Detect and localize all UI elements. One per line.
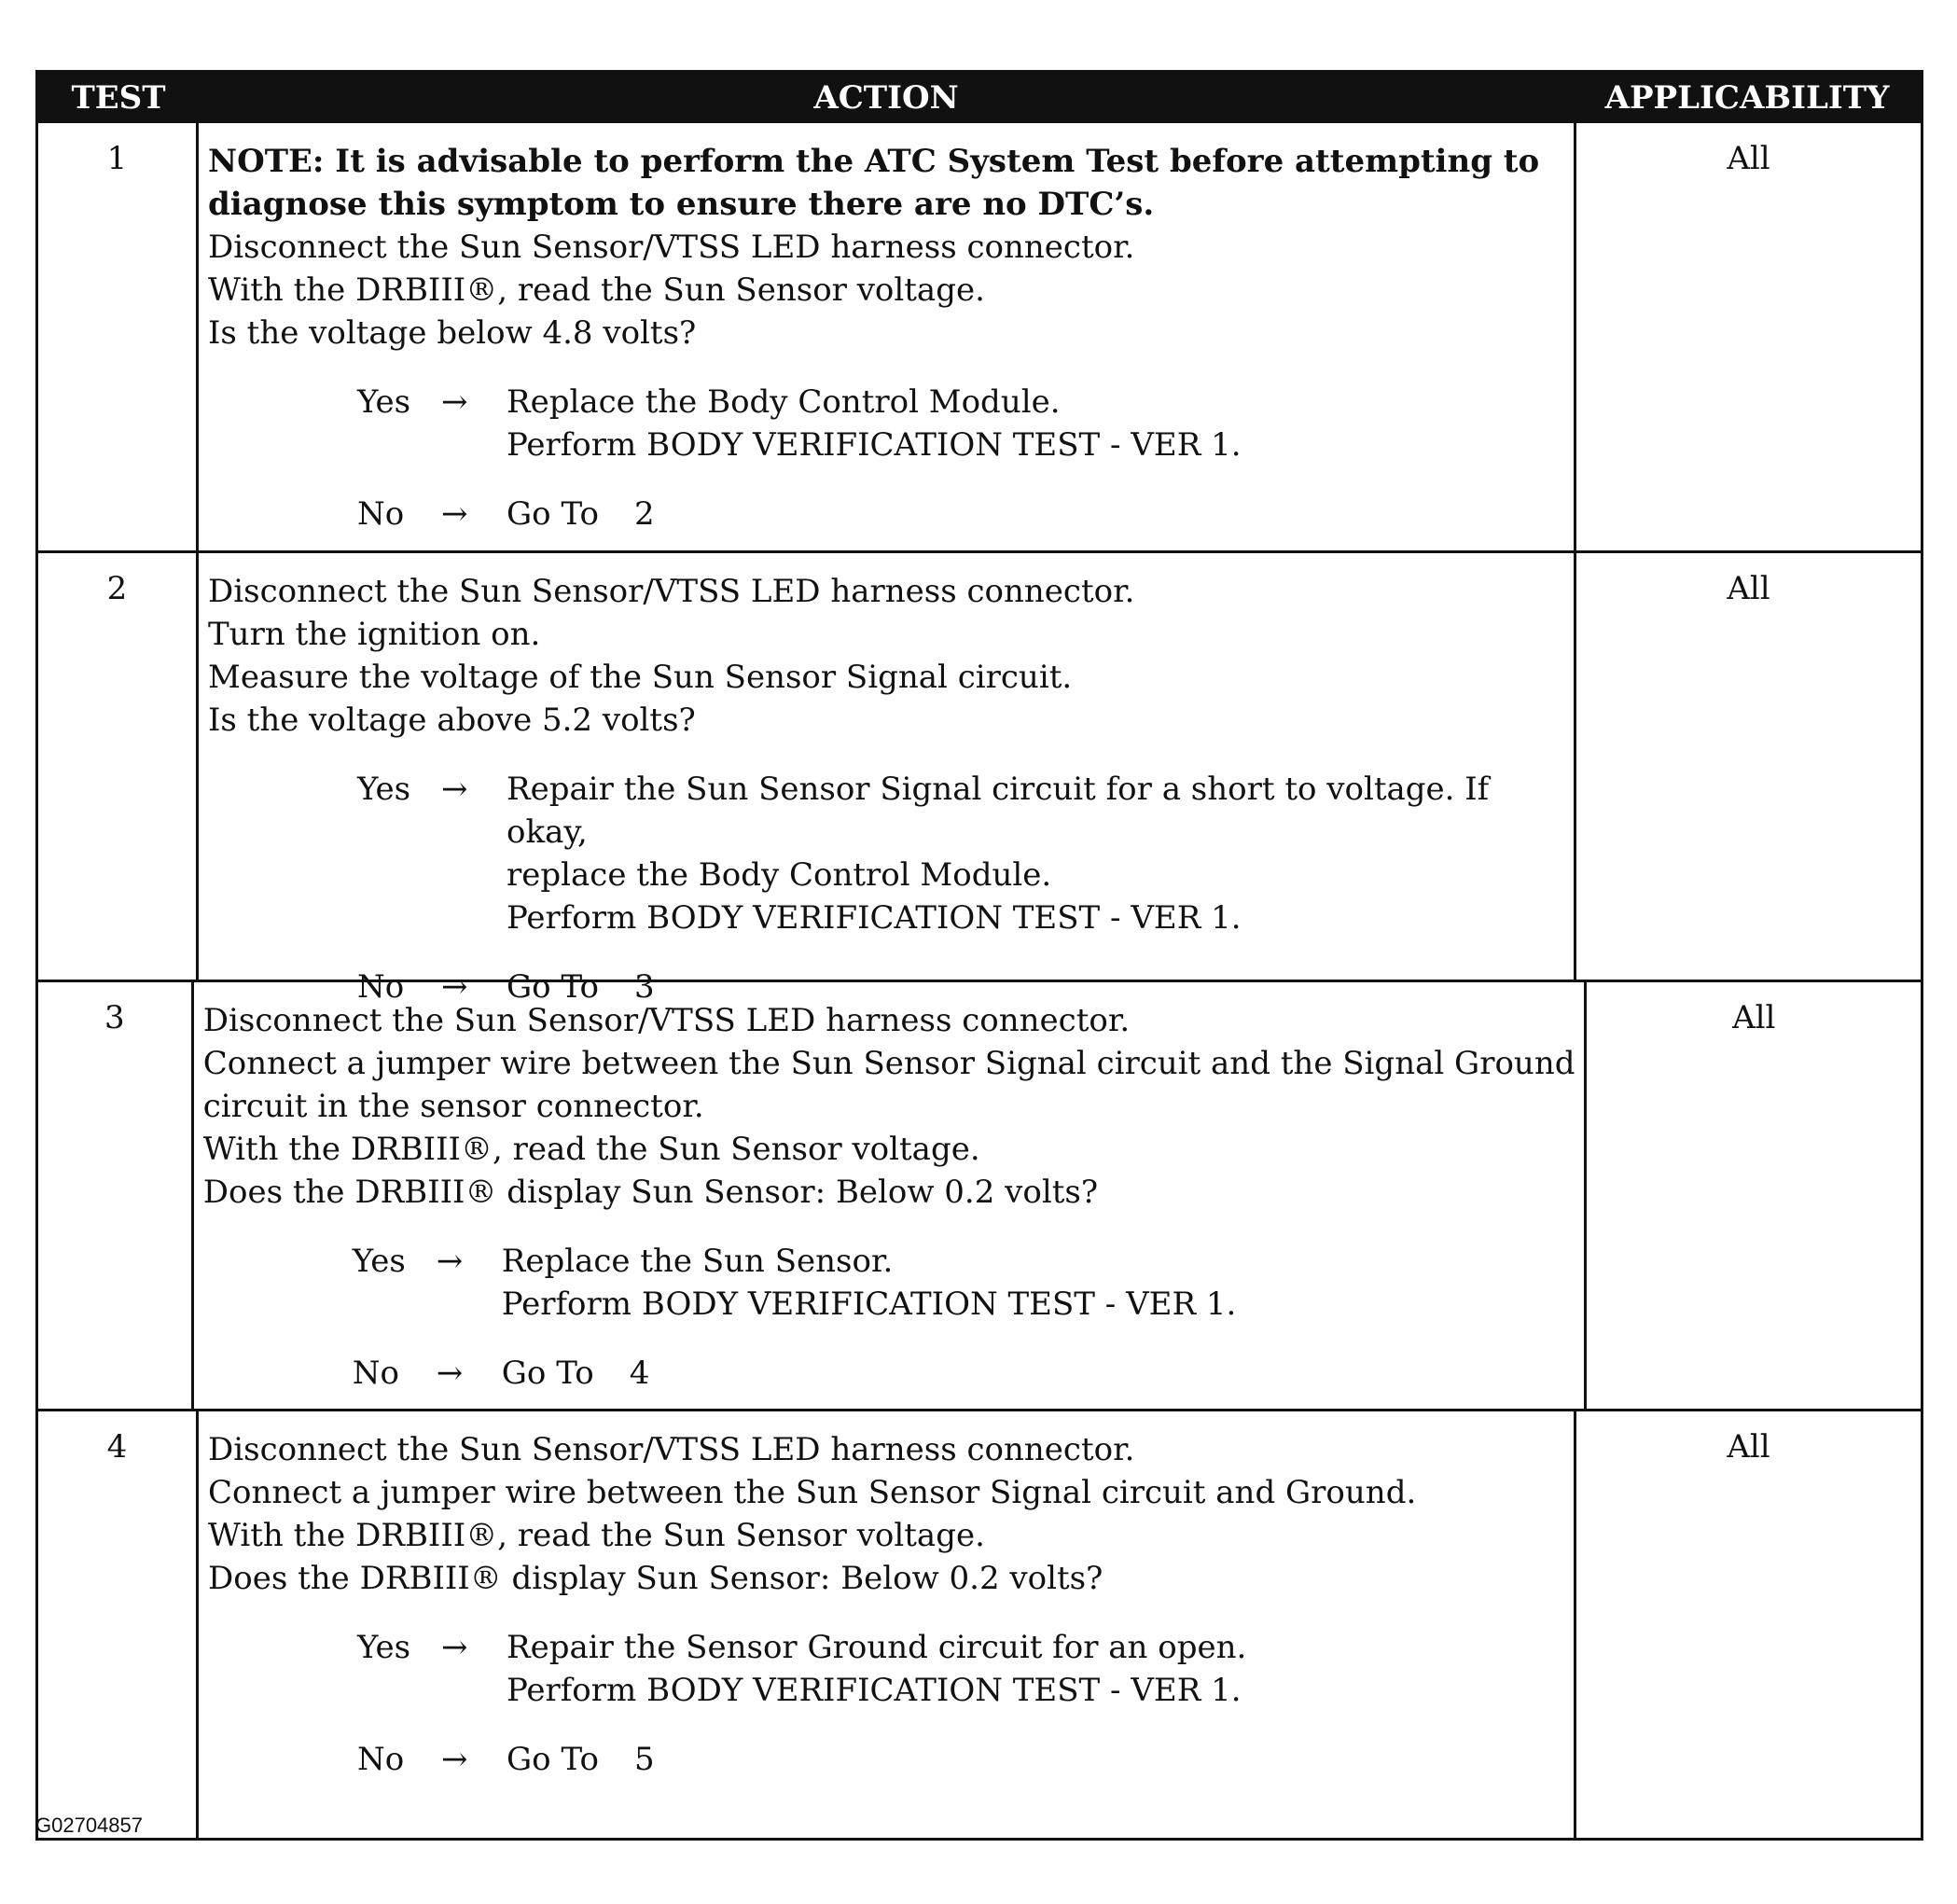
table-header xyxy=(38,73,1921,123)
no-branch xyxy=(203,1352,1575,1395)
arrow-right-icon: → xyxy=(441,1741,468,1778)
table-row xyxy=(38,1409,1921,1838)
action-step: Does the DRBIII® display Sun Sensor: Below 0.2 volts? xyxy=(208,1560,1103,1597)
figure-code: G02704857 xyxy=(35,1814,143,1837)
goto-text: Go To xyxy=(507,495,599,533)
yes-result-line: Perform BODY VERIFICATION TEST - VER 1. xyxy=(507,899,1242,937)
yes-result-line: Perform BODY VERIFICATION TEST - VER 1. xyxy=(507,1672,1242,1709)
action-cell xyxy=(194,982,1588,1409)
action-step: With the DRBIII®, read the Sun Sensor voltage. xyxy=(208,1517,985,1554)
header-test: TEST xyxy=(71,79,166,117)
yes-label: Yes xyxy=(357,1629,411,1666)
action-step: Is the voltage above 5.2 volts? xyxy=(208,702,696,739)
action-step: Disconnect the Sun Sensor/VTSS LED harness connector. xyxy=(208,573,1135,610)
applicability-cell: All xyxy=(1732,999,1776,1036)
arrow-right-icon: → xyxy=(441,495,468,533)
yes-branch xyxy=(203,1240,1575,1326)
action-cell xyxy=(199,123,1576,550)
table-row xyxy=(38,123,1921,550)
arrow-right-icon: → xyxy=(436,1243,464,1280)
branch-list xyxy=(203,1240,1575,1395)
goto-test-link[interactable]: 2 xyxy=(633,495,655,533)
yes-label: Yes xyxy=(357,383,411,421)
yes-result xyxy=(502,1240,1575,1326)
goto-text: Go To xyxy=(501,1355,594,1392)
yes-result xyxy=(507,1626,1564,1712)
goto-test-link[interactable]: 5 xyxy=(633,1741,655,1778)
yes-label: Yes xyxy=(357,771,411,808)
arrow-right-icon: → xyxy=(436,1355,464,1392)
no-label: No xyxy=(352,1355,399,1392)
table-row xyxy=(38,550,1921,1006)
action-step: Does the DRBIII® display Sun Sensor: Below 0.2 volts? xyxy=(202,1174,1099,1211)
action-step: Turn the ignition on. xyxy=(208,616,541,653)
yes-branch xyxy=(208,1626,1564,1712)
action-step: Connect a jumper wire between the Sun Sensor Signal circuit and Ground. xyxy=(208,1474,1417,1511)
arrow-right-icon: → xyxy=(441,383,468,421)
branch-list xyxy=(208,1626,1564,1781)
header-action: ACTION xyxy=(813,79,959,117)
diagnostic-table xyxy=(35,70,1923,1841)
action-step: Disconnect the Sun Sensor/VTSS LED harness connector. xyxy=(202,1002,1131,1039)
branch-list xyxy=(208,768,1564,1008)
action-cell xyxy=(199,553,1576,1006)
goto-test-link[interactable]: 4 xyxy=(629,1355,650,1392)
action-step: Is the voltage below 4.8 volts? xyxy=(208,314,697,352)
test-number: 4 xyxy=(38,1411,199,1838)
goto-text: Go To xyxy=(507,968,599,1006)
no-result xyxy=(502,1352,1575,1395)
no-label: No xyxy=(357,495,405,533)
applicability-cell: All xyxy=(1727,570,1770,607)
action-step: circuit in the sensor connector. xyxy=(202,1088,704,1125)
yes-result-line: Replace the Sun Sensor. xyxy=(501,1243,894,1280)
test-number: 2 xyxy=(38,553,199,980)
yes-label: Yes xyxy=(352,1243,406,1280)
yes-result-line: Replace the Body Control Module. xyxy=(507,383,1061,421)
action-step: With the DRBIII®, read the Sun Sensor voltage. xyxy=(202,1131,980,1168)
table-body xyxy=(38,123,1921,1838)
action-step: Disconnect the Sun Sensor/VTSS LED harness connector. xyxy=(208,229,1135,266)
no-label: No xyxy=(357,1741,405,1778)
yes-result-line: Repair the Sun Sensor Signal circuit for a short to voltage. If okay, xyxy=(507,771,1490,851)
test-number: 1 xyxy=(38,123,199,550)
note-text: NOTE: It is advisable to perform the ATC System Test before attempting to diagnose this symptom to ensure there are no DTC’s. xyxy=(208,143,1540,223)
yes-result-line: Perform BODY VERIFICATION TEST - VER 1. xyxy=(507,426,1242,464)
action-step: Disconnect the Sun Sensor/VTSS LED harness connector. xyxy=(208,1431,1135,1468)
yes-result xyxy=(507,768,1564,939)
yes-branch xyxy=(208,768,1564,939)
yes-result-line: Perform BODY VERIFICATION TEST - VER 1. xyxy=(501,1286,1237,1323)
arrow-right-icon: → xyxy=(441,1629,468,1666)
applicability-cell: All xyxy=(1727,1428,1770,1466)
yes-result-line: replace the Body Control Module. xyxy=(507,856,1052,894)
arrow-right-icon: → xyxy=(441,968,468,1006)
goto-text: Go To xyxy=(507,1741,599,1778)
no-branch xyxy=(208,493,1564,535)
yes-branch xyxy=(208,381,1564,466)
no-result xyxy=(507,493,1564,535)
branch-list xyxy=(208,381,1564,535)
action-step: Measure the voltage of the Sun Sensor Signal circuit. xyxy=(208,659,1073,696)
table-row xyxy=(38,980,1921,1409)
goto-test-link[interactable]: 3 xyxy=(633,968,655,1006)
action-step: Connect a jumper wire between the Sun Sensor Signal circuit and the Signal Ground xyxy=(202,1045,1575,1082)
no-branch xyxy=(208,1738,1564,1781)
applicability-cell: All xyxy=(1727,140,1770,177)
header-applicability: APPLICABILITY xyxy=(1604,79,1890,117)
no-result xyxy=(507,1738,1564,1781)
action-step: With the DRBIII®, read the Sun Sensor voltage. xyxy=(208,271,985,309)
no-label: No xyxy=(357,968,405,1006)
test-number: 3 xyxy=(38,982,194,1409)
arrow-right-icon: → xyxy=(441,771,468,808)
yes-result xyxy=(507,381,1564,466)
action-cell xyxy=(199,1411,1576,1838)
yes-result-line: Repair the Sensor Ground circuit for an open. xyxy=(507,1629,1247,1666)
